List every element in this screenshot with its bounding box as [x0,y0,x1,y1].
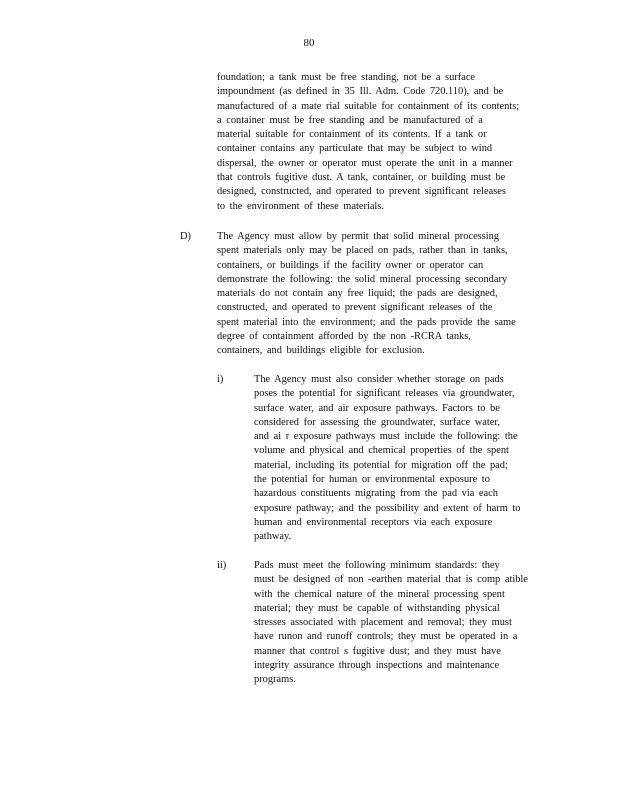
text-line: surface water, and air exposure pathways. Factors to be [254,402,500,414]
text-line: dispersal, the owner or operator must operate the unit in a manner [217,157,513,169]
text-line: The Agency must allow by permit that solid mineral processing [217,231,500,242]
intro-paragraph [217,71,547,214]
text-line: a container must be free standing and be manufactured of a [217,114,483,126]
text-line: manner that control s fugitive dust; and they must have [254,645,501,657]
text-line: material suitable for containment of its contents. If a tank or [217,129,487,141]
text-line: Pads must meet the following minimum standards: they [254,560,500,571]
text-line: foundation; a tank must be free standing, not be a surface [217,72,476,83]
text-line: volume and physical and chemical properties of the spent [254,445,509,457]
text-line: impoundment (as defined in 35 Ill. Adm. Code 720.110), and be [217,86,504,98]
text-line: The Agency must also consider whether storage on pads [254,374,504,385]
subsection-ii-label: ii) [217,560,227,571]
text-line: materials do not contain any free liquid; the pads are designed, [217,288,498,300]
text-line: constructed, and operated to prevent significant releases of the [217,302,493,314]
text-line: with the chemical nature of the mineral processing spent [254,588,505,600]
text-line: designed, constructed, and operated to prevent significant releases [217,186,506,198]
text-line: considered for assessing the groundwater, surface water, [254,416,501,428]
section-d-label: D) [180,231,191,242]
text-line: human and environmental receptors via each exposure [254,516,493,528]
text-line: material; they must be capable of withstanding physical [254,602,500,614]
text-line: programs. [254,674,296,686]
text-line: stresses associated with placement and removal; they must [254,617,512,629]
text-line: pathway. [254,531,292,543]
text-line: integrity assurance through inspections and maintenance [254,660,500,672]
text-line: hazardous constituents migrating from the pad via each [254,488,498,500]
text-line: spent materials only may be placed on pads, rather than in tanks, [217,245,508,257]
text-line: degree of containment afforded by the non -RCRA tanks, [217,331,471,343]
subsection-i-label: i) [217,374,224,385]
text-line: container contains any particulate that may be subject to wind [217,143,493,155]
text-line: the potential for human or environmental exposure to [254,474,490,486]
text-line: must be designed of non -earthen material that is comp atible [254,574,528,586]
text-line: demonstrate the following: the solid mineral processing secondary [217,273,508,285]
text-line: material, including its potential for migration off the pad; [254,459,508,471]
text-line: and ai r exposure pathways must include the following: the [254,431,518,443]
section-d-paragraph [217,230,547,359]
subsection-ii-paragraph [254,559,554,688]
page-number: 80 [303,37,315,49]
text-line: containers, and buildings eligible for exclusion. [217,345,425,357]
text-line: that controls fugitive dust. A tank, container, or building must be [217,172,506,184]
text-line: manufactured of a mate rial suitable for containment of its contents; [217,100,520,112]
text-line: containers, or buildings if the facility owner or operator can [217,259,484,271]
text-line: to the environment of these materials. [217,200,384,212]
text-line: spent material into the environment; and the pads provide the same [217,316,516,328]
text-line: exposure pathway; and the possibility and extent of harm to [254,502,521,514]
text-line: have runon and runoff controls; they must be operated in a [254,631,518,643]
subsection-i-paragraph [254,373,554,545]
text-line: poses the potential for significant releases via groundwater, [254,388,515,400]
